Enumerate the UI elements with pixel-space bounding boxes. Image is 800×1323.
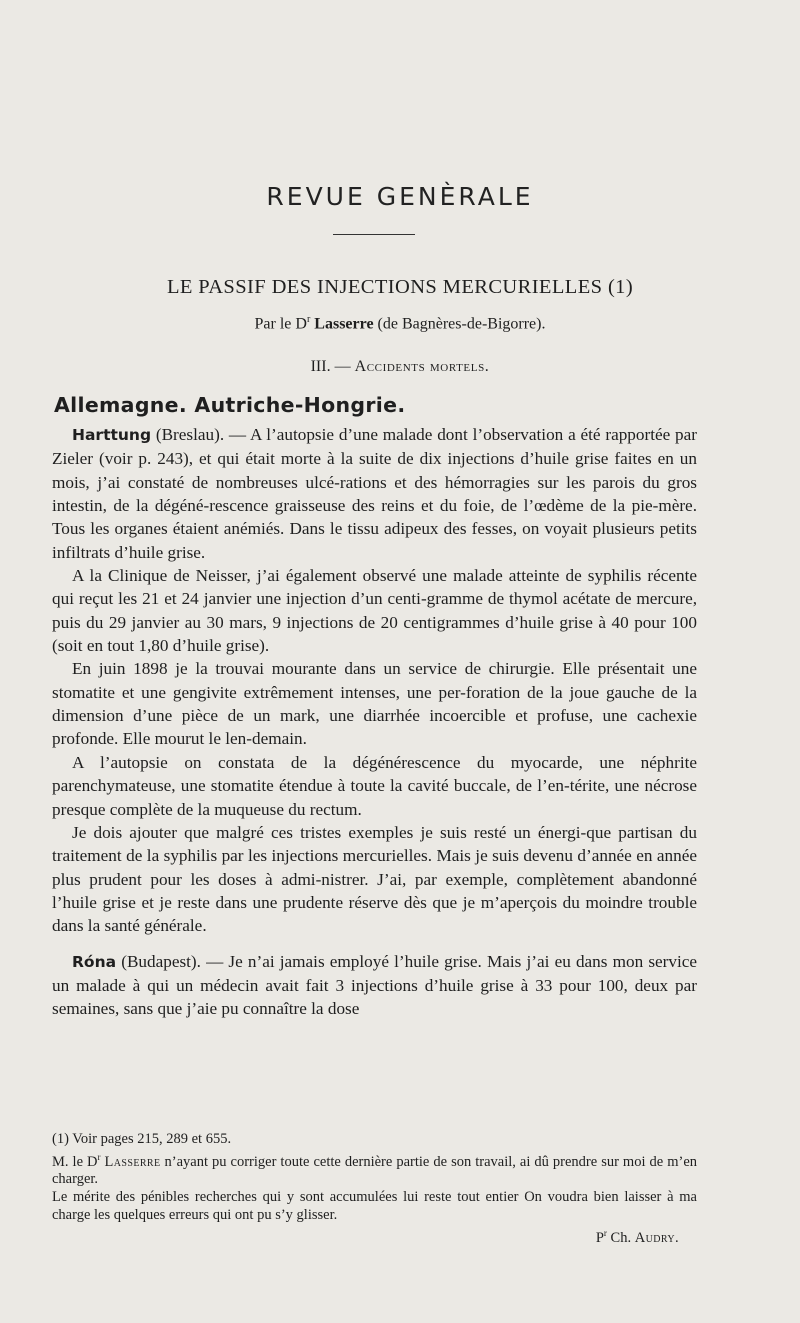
byline-prefix: Par le D <box>254 315 307 333</box>
physician-name: Róna <box>72 952 117 971</box>
paragraph-harttung <box>52 423 697 564</box>
paragraph-rona <box>52 950 697 1021</box>
footnote-2-text: n’ayant pu corriger toute cette dernière partie de son travail, ai dû prendre sur moi de m’en charger. <box>52 1153 698 1188</box>
section-heading <box>0 358 800 376</box>
paragraph: En juin 1898 je la trouvai mourante dans un service de chirurgie. Elle présentait une stomatite et une gengivite extrêmement intenses, une per-foration de la joue gauche de la dimension d’une pièce de un mark, une diarrhée incoercible et profuse, une cachexie profonde. Elle mourut le len-demain. <box>52 659 697 749</box>
paragraph-text: (Budapest). — Je n’ai jamais employé l’huile grise. Mais j’ai eu dans mon service un malade à qui un médecin avait fait 3 injections d’huile grise à 33 pour 100, deux par semaines, sans que j’aie pu connaître la dose <box>52 951 697 1019</box>
signature-initial: Ch. <box>606 1229 635 1246</box>
country-heading: Allemagne. Autriche-Hongrie. <box>54 393 406 417</box>
byline-sup: r <box>306 314 311 325</box>
paragraph: A l’autopsie on constata de la dégénérescence du myocarde, une néphrite parenchymateuse, une stomatite étendue à toute la cavité buccale, de l’en-térite, une nécrose presque complète de la muqueuse du rectum. <box>52 752 697 819</box>
section-number: III. — <box>310 358 355 375</box>
signature-sup: r <box>603 1227 607 1238</box>
physician-name: Harttung <box>72 426 152 444</box>
section-title: Accidents mortels. <box>354 358 490 375</box>
editor-signature <box>52 1225 697 1248</box>
footnote-2 <box>52 1149 697 1189</box>
byline-suffix: (de Bagnères-de-Bigorre). <box>373 315 546 333</box>
article-body <box>52 423 697 1021</box>
footnote-1: (1) Voir pages 215, 289 et 655. <box>52 1131 232 1147</box>
paragraph: Je dois ajouter que malgré ces tristes exemples je suis resté un énergi-que partisan du traitement de la syphilis par les injections mercurielles. Mais je suis devenu d’année en année plus prudent pour les doses à admi-nistrer. J’ai, par exemple, complètement abandonné l’huile grise et je reste dans une prudente réserve dès que je m’aperçois du moindre trouble dans la santé générale. <box>52 822 697 936</box>
paragraph-text: (Breslau). — A l’autopsie d’une malade dont l’observation a été rapportée par Zieler (voir p. 243), et qui était morte à la suite de dix injections d’huile grise faites en un mois, j’ai constaté de nombreuses ulcé-rations et des hémorragies sur les parois du gros intestin, de la dégéné-rescence graisseuse des reins et du foie, de l’œdème de la pie-mère. Tous les organes étaient anémiés. Dans le tissu adipeux des fesses, on voyait plusieurs petits infiltrats d’huile grise. <box>52 425 697 562</box>
signature-prefix: P <box>595 1229 604 1246</box>
footnotes <box>52 1131 697 1247</box>
signature-name: Audry. <box>634 1229 679 1246</box>
byline-author: Lasserre <box>314 315 374 333</box>
footnote-2-sup: r <box>97 1151 101 1162</box>
footnote-3: Le mérite des pénibles recherches qui y sont accumulées lui reste tout entier On voudra bien laisser à ma charge les quelques erreurs qui ont pu s’y glisser. <box>52 1189 697 1224</box>
title-divider <box>333 234 415 235</box>
footnote-2-prefix: M. le D <box>52 1153 98 1170</box>
paragraph: A la Clinique de Neisser, j’ai également observé une malade atteinte de syphilis récente qui reçut les 21 et 24 janvier une injection d’un centi-gramme de thymol acétate de mercure, puis du 29 janvier au 30 mars, 9 injections de 20 centigrammes d’huile grise à 40 pour 100 (soit en tout 1,80 d’huile grise). <box>52 566 697 656</box>
footnote-2-name: Lasserre <box>104 1153 161 1170</box>
byline <box>0 314 800 333</box>
article-title: LE PASSIF DES INJECTIONS MERCURIELLES (1) <box>166 276 634 298</box>
journal-title: REVUE GENÈRALE <box>266 182 534 211</box>
